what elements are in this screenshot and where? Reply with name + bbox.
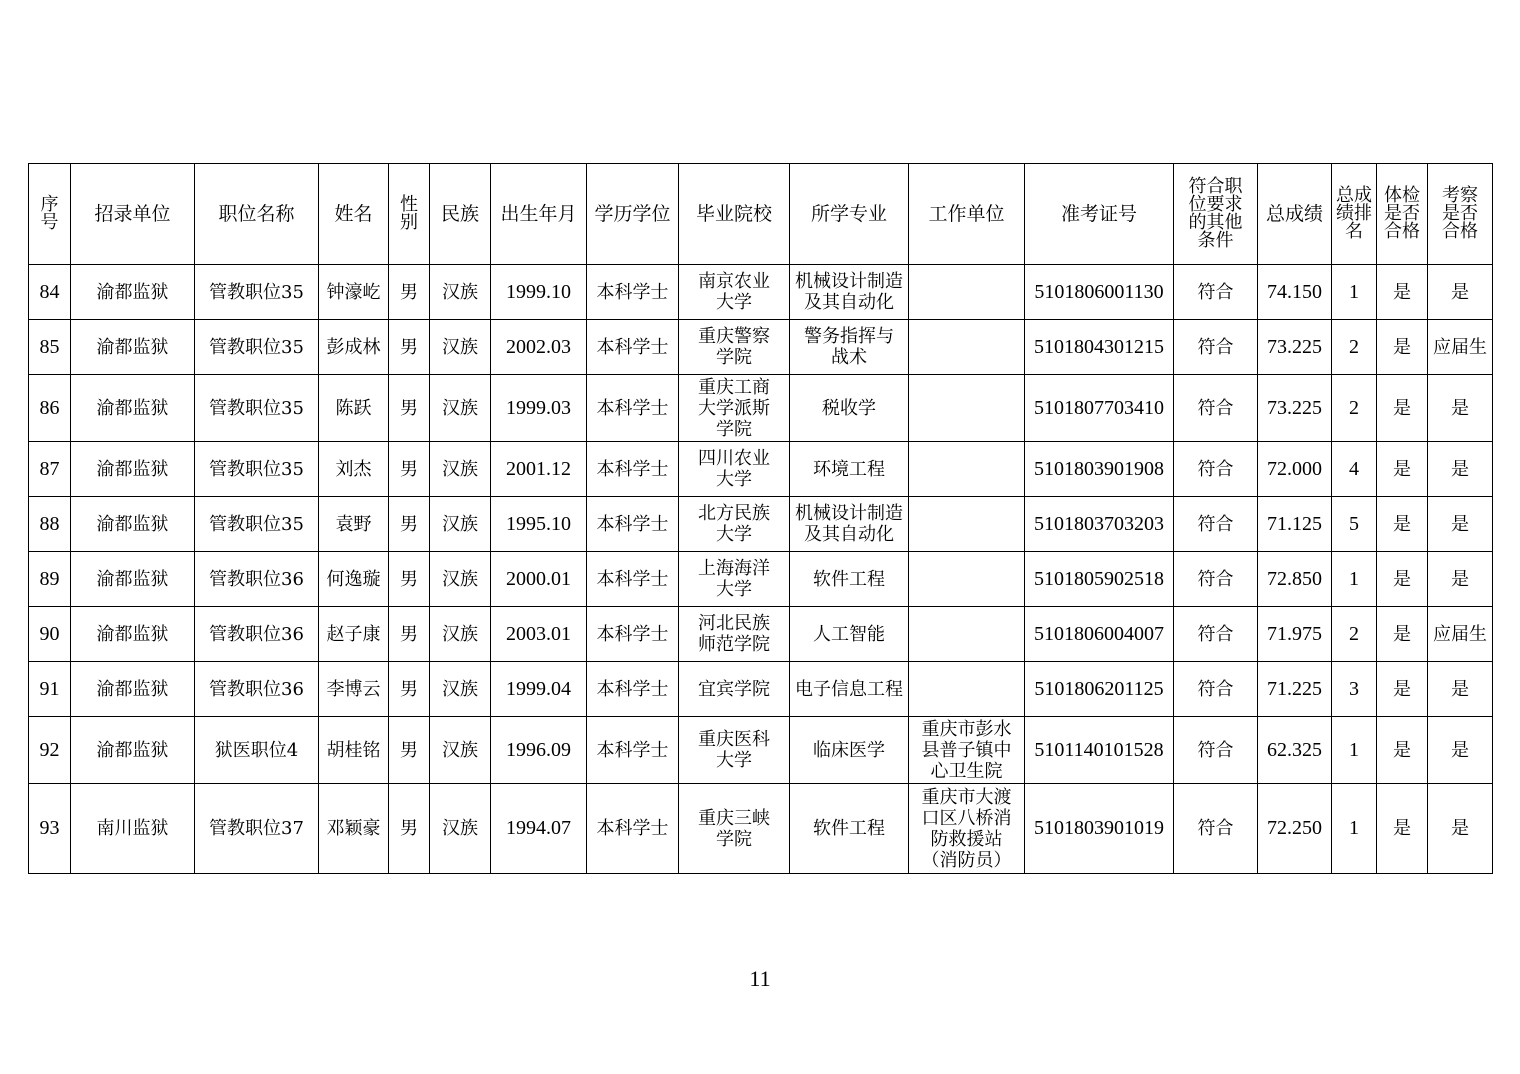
cell-rank: 1 [1332,717,1377,784]
cell-total-score: 72.250 [1258,784,1332,874]
cell-gender: 男 [389,784,430,874]
cell-recruiting-unit: 南川监狱 [71,784,195,874]
cell-inspection: 是 [1428,552,1493,607]
cell-gender: 男 [389,717,430,784]
cell-seq: 88 [29,497,71,552]
cell-position-name: 管教职位36 [195,662,319,717]
cell-major: 人工智能 [790,607,909,662]
cell-other-conditions: 符合 [1174,497,1258,552]
cell-work-unit [909,607,1025,662]
cell-inspection: 是 [1428,717,1493,784]
cell-education: 本科学士 [587,662,679,717]
cell-physical-exam: 是 [1377,265,1428,320]
cell-major: 临床医学 [790,717,909,784]
cell-seq: 93 [29,784,71,874]
cell-rank: 1 [1332,265,1377,320]
cell-name: 李博云 [319,662,389,717]
cell-exam-id: 5101807703410 [1025,375,1174,442]
col-header-name: 姓名 [319,164,389,265]
cell-rank: 1 [1332,552,1377,607]
col-header-total-score: 总成绩 [1258,164,1332,265]
cell-seq: 90 [29,607,71,662]
cell-ethnicity: 汉族 [430,784,491,874]
cell-inspection: 是 [1428,375,1493,442]
cell-rank: 1 [1332,784,1377,874]
cell-inspection: 是 [1428,784,1493,874]
cell-seq: 87 [29,442,71,497]
cell-gender: 男 [389,375,430,442]
cell-position-name: 管教职位35 [195,320,319,375]
cell-physical-exam: 是 [1377,717,1428,784]
cell-total-score: 72.850 [1258,552,1332,607]
cell-recruiting-unit: 渝都监狱 [71,497,195,552]
cell-major: 机械设计制造 及其自动化 [790,265,909,320]
cell-position-name: 管教职位35 [195,442,319,497]
table-row [29,497,1493,552]
cell-exam-id: 5101804301215 [1025,320,1174,375]
cell-birth-date: 2002.03 [491,320,587,375]
cell-graduate-school: 宜宾学院 [679,662,790,717]
cell-recruiting-unit: 渝都监狱 [71,552,195,607]
cell-gender: 男 [389,320,430,375]
cell-name: 袁野 [319,497,389,552]
cell-name: 胡桂铭 [319,717,389,784]
cell-graduate-school: 重庆医科 大学 [679,717,790,784]
cell-name: 何逸璇 [319,552,389,607]
cell-name: 赵子康 [319,607,389,662]
cell-ethnicity: 汉族 [430,552,491,607]
cell-rank: 5 [1332,497,1377,552]
cell-graduate-school: 重庆三峡 学院 [679,784,790,874]
cell-gender: 男 [389,662,430,717]
col-header-seq: 序 号 [29,164,71,265]
cell-gender: 男 [389,265,430,320]
cell-work-unit [909,497,1025,552]
cell-recruiting-unit: 渝都监狱 [71,442,195,497]
cell-total-score: 74.150 [1258,265,1332,320]
cell-work-unit [909,265,1025,320]
cell-seq: 85 [29,320,71,375]
cell-graduate-school: 南京农业 大学 [679,265,790,320]
col-header-ethnicity: 民族 [430,164,491,265]
cell-physical-exam: 是 [1377,552,1428,607]
cell-other-conditions: 符合 [1174,662,1258,717]
col-header-physical-exam: 体检 是否 合格 [1377,164,1428,265]
table-row [29,265,1493,320]
cell-major: 机械设计制造 及其自动化 [790,497,909,552]
cell-total-score: 73.225 [1258,320,1332,375]
cell-exam-id: 5101806004007 [1025,607,1174,662]
cell-recruiting-unit: 渝都监狱 [71,717,195,784]
cell-rank: 2 [1332,375,1377,442]
col-header-gender: 性 别 [389,164,430,265]
cell-total-score: 71.225 [1258,662,1332,717]
cell-education: 本科学士 [587,442,679,497]
col-header-position-name: 职位名称 [195,164,319,265]
cell-ethnicity: 汉族 [430,265,491,320]
cell-total-score: 72.000 [1258,442,1332,497]
cell-major: 软件工程 [790,784,909,874]
cell-position-name: 管教职位35 [195,265,319,320]
cell-exam-id: 5101803703203 [1025,497,1174,552]
table-row [29,442,1493,497]
cell-other-conditions: 符合 [1174,320,1258,375]
cell-work-unit: 重庆市大渡 口区八桥消 防救援站 （消防员） [909,784,1025,874]
cell-name: 彭成林 [319,320,389,375]
cell-birth-date: 1999.04 [491,662,587,717]
cell-recruiting-unit: 渝都监狱 [71,375,195,442]
cell-major: 警务指挥与 战术 [790,320,909,375]
cell-position-name: 狱医职位4 [195,717,319,784]
cell-total-score: 62.325 [1258,717,1332,784]
cell-major: 税收学 [790,375,909,442]
table-row [29,717,1493,784]
cell-physical-exam: 是 [1377,784,1428,874]
cell-birth-date: 2001.12 [491,442,587,497]
cell-rank: 4 [1332,442,1377,497]
candidate-table [28,163,1493,874]
cell-birth-date: 1994.07 [491,784,587,874]
cell-inspection: 应届生 [1428,320,1493,375]
table-body [29,265,1493,874]
cell-education: 本科学士 [587,497,679,552]
cell-physical-exam: 是 [1377,497,1428,552]
cell-name: 钟濠屹 [319,265,389,320]
cell-seq: 84 [29,265,71,320]
cell-inspection: 是 [1428,497,1493,552]
table-row [29,784,1493,874]
cell-exam-id: 5101803901019 [1025,784,1174,874]
col-header-birth-date: 出生年月 [491,164,587,265]
cell-graduate-school: 北方民族 大学 [679,497,790,552]
cell-name: 邓颖豪 [319,784,389,874]
cell-work-unit [909,442,1025,497]
cell-exam-id: 5101806201125 [1025,662,1174,717]
cell-physical-exam: 是 [1377,375,1428,442]
col-header-rank: 总成 绩排 名 [1332,164,1377,265]
cell-position-name: 管教职位36 [195,552,319,607]
table-header [29,164,1493,265]
table-row [29,607,1493,662]
cell-ethnicity: 汉族 [430,607,491,662]
col-header-exam-id: 准考证号 [1025,164,1174,265]
col-header-inspection: 考察 是否 合格 [1428,164,1493,265]
cell-rank: 2 [1332,320,1377,375]
cell-other-conditions: 符合 [1174,784,1258,874]
cell-position-name: 管教职位35 [195,497,319,552]
cell-education: 本科学士 [587,717,679,784]
cell-education: 本科学士 [587,375,679,442]
cell-other-conditions: 符合 [1174,375,1258,442]
cell-physical-exam: 是 [1377,607,1428,662]
cell-exam-id: 5101806001130 [1025,265,1174,320]
cell-rank: 3 [1332,662,1377,717]
cell-exam-id: 5101140101528 [1025,717,1174,784]
cell-seq: 91 [29,662,71,717]
cell-other-conditions: 符合 [1174,717,1258,784]
cell-graduate-school: 河北民族 师范学院 [679,607,790,662]
cell-graduate-school: 上海海洋 大学 [679,552,790,607]
table-row [29,552,1493,607]
cell-name: 刘杰 [319,442,389,497]
cell-total-score: 71.125 [1258,497,1332,552]
cell-ethnicity: 汉族 [430,320,491,375]
cell-gender: 男 [389,552,430,607]
cell-work-unit [909,552,1025,607]
cell-education: 本科学士 [587,265,679,320]
col-header-major: 所学专业 [790,164,909,265]
col-header-education: 学历学位 [587,164,679,265]
cell-exam-id: 5101803901908 [1025,442,1174,497]
cell-ethnicity: 汉族 [430,375,491,442]
cell-recruiting-unit: 渝都监狱 [71,662,195,717]
cell-education: 本科学士 [587,784,679,874]
cell-birth-date: 1999.03 [491,375,587,442]
cell-total-score: 73.225 [1258,375,1332,442]
cell-physical-exam: 是 [1377,662,1428,717]
cell-major: 电子信息工程 [790,662,909,717]
cell-gender: 男 [389,607,430,662]
cell-major: 软件工程 [790,552,909,607]
header-row [29,164,1493,265]
cell-work-unit: 重庆市彭水 县普子镇中 心卫生院 [909,717,1025,784]
cell-birth-date: 1995.10 [491,497,587,552]
cell-graduate-school: 重庆工商 大学派斯 学院 [679,375,790,442]
cell-position-name: 管教职位37 [195,784,319,874]
table-row [29,375,1493,442]
cell-recruiting-unit: 渝都监狱 [71,607,195,662]
cell-work-unit [909,320,1025,375]
cell-gender: 男 [389,442,430,497]
cell-education: 本科学士 [587,607,679,662]
cell-graduate-school: 重庆警察 学院 [679,320,790,375]
cell-inspection: 是 [1428,265,1493,320]
col-header-work-unit: 工作单位 [909,164,1025,265]
col-header-recruiting-unit: 招录单位 [71,164,195,265]
cell-seq: 92 [29,717,71,784]
col-header-other-conditions: 符合职 位要求 的其他 条件 [1174,164,1258,265]
cell-inspection: 应届生 [1428,607,1493,662]
cell-ethnicity: 汉族 [430,717,491,784]
cell-work-unit [909,375,1025,442]
cell-exam-id: 5101805902518 [1025,552,1174,607]
cell-birth-date: 2003.01 [491,607,587,662]
cell-education: 本科学士 [587,320,679,375]
cell-rank: 2 [1332,607,1377,662]
table-row [29,320,1493,375]
cell-inspection: 是 [1428,442,1493,497]
cell-birth-date: 1999.10 [491,265,587,320]
cell-position-name: 管教职位36 [195,607,319,662]
cell-recruiting-unit: 渝都监狱 [71,265,195,320]
cell-ethnicity: 汉族 [430,662,491,717]
cell-work-unit [909,662,1025,717]
cell-position-name: 管教职位35 [195,375,319,442]
page-number: 11 [749,966,771,991]
cell-total-score: 71.975 [1258,607,1332,662]
cell-education: 本科学士 [587,552,679,607]
col-header-graduate-school: 毕业院校 [679,164,790,265]
cell-other-conditions: 符合 [1174,552,1258,607]
cell-birth-date: 1996.09 [491,717,587,784]
cell-ethnicity: 汉族 [430,442,491,497]
cell-other-conditions: 符合 [1174,607,1258,662]
table-row [29,662,1493,717]
cell-physical-exam: 是 [1377,320,1428,375]
cell-seq: 89 [29,552,71,607]
cell-name: 陈跃 [319,375,389,442]
cell-gender: 男 [389,497,430,552]
cell-inspection: 是 [1428,662,1493,717]
cell-major: 环境工程 [790,442,909,497]
cell-ethnicity: 汉族 [430,497,491,552]
cell-birth-date: 2000.01 [491,552,587,607]
cell-other-conditions: 符合 [1174,265,1258,320]
cell-physical-exam: 是 [1377,442,1428,497]
cell-seq: 86 [29,375,71,442]
cell-recruiting-unit: 渝都监狱 [71,320,195,375]
cell-other-conditions: 符合 [1174,442,1258,497]
cell-graduate-school: 四川农业 大学 [679,442,790,497]
